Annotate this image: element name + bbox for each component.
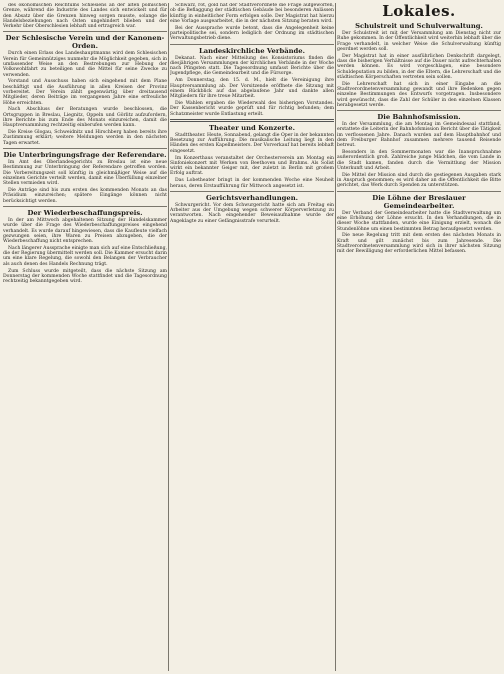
paragraph: Besonders in den Sommermonaten war die Inanspruchnahme außerordentlich groß. Zahlreiche junge Mädchen, die vom Lande in die Stadt kamen, fanden durch die Vermittlung der Mission Unterkunft und Arbeit. [337,150,501,172]
headline-theater: Theater und Konzerte. [209,123,295,132]
headline-referendare: Die Unterbringungsfrage der Referendare. [3,151,167,160]
section-rubric: Lokales. [382,3,456,20]
paragraph: Nach längerer Aussprache einigte man sich auf eine Entschließung, die der Regierung übermittelt werden soll. Die Kammer ersucht darin um eine klare Regelung, die sowohl den Belangen der Verbraucher als auch denen des Handels Rechnung trägt. [3,245,167,267]
section-divider [3,206,167,207]
paragraph: Stadttheater. Heute, Sonnabend, gelangt die Oper in der bekannten Besetzung zur Aufführung. Die musikalische Leitung liegt in den Händen des ersten Kapellmeisters. Der Vorverkauf hat bereits lebhaft eingesetzt. [170,132,334,154]
column-middle [170,3,334,671]
section-divider [337,110,501,111]
section-divider [170,191,334,192]
paragraph: Der Magistrat hat in einer ausführlichen Denkschrift dargelegt, dass die bisherigen Verhältnisse auf die Dauer nicht aufrechterhalten werden können. Es wird vorgeschlagen, eine besondere Schuldeputation zu bilden, in der die Eltern, die Lehrerschaft und die städtischen Körperschaften vertreten sein sollen. [337,53,501,80]
column-rule-right [335,3,336,671]
paragraph: Der Schulstreit ist mit der Versammlung am Dienstag nicht zur Ruhe gekommen. In der Öffentlichkeit wird weiterhin lebhaft über die Frage verhandelt, in welcher Weise die Schulverwaltung künftig geordnet werden soll. [337,31,501,52]
paragraph: Die Kreise Glogau, Schweidnitz und Hirschberg haben bereits ihre Zustimmung erklärt; weitere Meldungen werden in den nächsten Tagen erwartet. [3,130,167,146]
intro-paragraph: des ökonomischen Reichtums Schlesiens an der alten polnischen Grenze, während die Industrie des Landes sich entwickelt und für den Absatz über die Grenzen hinweg sorgen musste, solange die Handelsbeziehungen nach Osten ungehindert blieben und der Verkehr über Oberschlesien lebhaft und ertragreich war. [3,3,167,30]
paragraph: Durch einen Erlass des Landeshauptmanns wird dem Schlesischen Verein für Gemeinnütziges nunmehr die Möglichkeit gegeben, sich in umfassender Weise an den Bestrebungen zur Hebung der Volkswohlfahrt zu beteiligen und die Mittel für seine Zwecke zu verwenden. [3,51,167,78]
paragraph: Die Mittel der Mission sind durch die gestiegenen Ausgaben stark in Anspruch genommen; es wird daher an die Öffentlichkeit die Bitte gerichtet, das Werk durch Spenden zu unterstützen. [337,172,501,189]
headline-bahnhofsmission: Die Bahnhofsmission. [377,113,461,122]
headline-loehne: Die Löhne der Breslauer Gemeindearbeiter. [372,193,466,210]
section-divider [170,44,334,45]
headline-wiederbeschaffung: Der Wiederbeschaffungspreis. [27,208,143,217]
headline-gericht: Gerichtsverhandlungen. [205,193,299,202]
paragraph: Die Wahlen ergaben die Wiederwahl des bisherigen Vorstandes. Der Kassenbericht wurde geprüft und für richtig befunden; dem Schatzmeister wurde Entlastung erteilt. [170,100,334,117]
paragraph: Die Anträge sind bis zum ersten des kommenden Monats an das Präsidium einzureichen; spätere Eingänge können nicht berücksichtigt werden. [3,188,167,204]
headline-kirchlich: Landeskirchliche Verbände. [198,46,305,55]
paragraph: Die neue Regelung tritt mit dem ersten des nächsten Monats in Kraft und gilt zunächst bis zum Jahresende. Die Stadtverordnetenversammlung wird sich in ihrer nächsten Sitzung mit der Bewilligung der erforderlichen Mittel befassen. [337,233,501,255]
column-rule-left [168,3,169,671]
paragraph: Zum Schluss wurde mitgeteilt, dass die nächste Sitzung am Donnerstag der kommenden Woche stattfindet und die Tagesordnung rechtzeitig bekanntgegeben wird. [3,268,167,285]
section-divider [337,191,501,192]
paragraph: Im Konzerthaus veranstaltet der Orchesterverein am Montag ein Sinfoniekonzert mit Werken von Beethoven und Brahms. Als Solist wirkt ein bekannter Geiger mit, der zuletzt in Berlin mit großem Erfolg auftrat. [170,155,334,177]
paragraph: In der Versammlung, die am Montag im Gemeindesaal stattfand, erstattete die Leiterin der Bahnhofsmission Bericht über die Tätigkeit im verflossenen Jahre. Danach wurden auf dem Hauptbahnhof und dem Freiburger Bahnhof zusammen mehrere tausend Reisende betreut. [337,122,501,149]
paragraph: Das Lobetheater bringt in der kommenden Woche eine Neuheit heraus, deren Erstaufführung für Mittwoch angesetzt ist. [170,178,334,189]
column-right [337,3,501,671]
paragraph: In der am Mittwoch abgehaltenen Sitzung der Handelskammer wurde über die Frage des Wiederbeschaffungspreises eingehend verhandelt. Es wurde darauf hingewiesen, dass die Kaufleute vielfach gezwungen seien, ihre Waren zu Preisen abzugeben, die der Wiederbeschaffung nicht entsprechen. [3,217,167,245]
paragraph: Am Donnerstag, den 15. d. M., hielt die Vereinigung ihre Hauptversammlung ab. Der Vorsitzende eröffnete die Sitzung mit einem Rückblick auf das abgelaufene Jahr und dankte allen Mitgliedern für ihre treue Mitarbeit. [170,78,334,100]
paragraph: Im Amt des Oberlandesgerichts zu Breslau ist eine neue Bestimmung zur Unterbringung der Referendare getroffen worden. Die Vorbereitungszeit soll künftig in gleichmäßiger Weise auf die einzelnen Gerichte verteilt werden, damit eine Überfüllung einzelner Stellen vermieden wird. [3,160,167,187]
section-divider [3,148,167,149]
section-divider [170,119,334,122]
paragraph: Schwurgericht. Vor dem Schwurgericht hatte sich am Freitag ein Arbeiter aus der Umgebung wegen schwerer Körperverletzung zu verantworten. Nach eingehender Beweisaufnahme wurde der Angeklagte zu einer Gefängnisstrafe verurteilt. [170,202,334,224]
paragraph: Dekanat. Nach einer Mitteilung des Konsistoriums finden die diesjährigen Versammlungen der kirchlichen Verbände in der Woche nach Pfingsten statt. Die Tagesordnung umfasst Berichte über die Jugendpflege, die Gemeindearbeit und die Fürsorge. [170,55,334,77]
paragraph: Vorstand und Ausschuss haben sich eingehend mit dem Plane beschäftigt und die Ausführung in allen Kreisen der Provinz vorbereitet. Der Verein zählt gegenwärtig über dreitausend Mitglieder, deren Beiträge im vergangenen Jahre eine erfreuliche Höhe erreichten. [3,79,167,106]
column-left [3,3,167,671]
section-divider [3,31,167,32]
paragraph: Der Verband der Gemeindearbeiter hatte die Stadtverwaltung um eine Erhöhung der Löhne ersucht. In den Verhandlungen, die in dieser Woche stattfanden, wurde eine Einigung erzielt, wonach die Stundenlöhne um einen bestimmten Betrag heraufgesetzt werden. [337,210,501,232]
paragraph: Bei der Aussprache wurde betont, dass die Angelegenheit keine parteipolitische sei, sondern lediglich der Ordnung im städtischen Verwaltungsbetrieb diene. [170,25,334,42]
paragraph: Schwarz, rot, gold hat der Stadtverordnete die Frage aufgeworfen, ob die Beflaggung der städtischen Gebäude bei besonderen Anlässen künftig in einheitlicher Form erfolgen solle. Der Magistrat hat hierzu eine Vorlage ausgearbeitet, die in der nächsten Sitzung beraten wird. [170,3,334,24]
paragraph: Die Lehrerschaft hat sich in einer Eingabe an die Stadtverordnetenversammlung gewandt und ihre Bedenken gegen einzelne Bestimmungen des Entwurfs vorgetragen. Insbesondere wird gewünscht, dass die Zahl der Schüler in den einzelnen Klassen herabgesetzt werde. [337,81,501,108]
headline-schulstreit: Schulstreit und Schulverwaltung. [355,22,483,30]
paragraph: Nach Abschluss der Beratungen wurde beschlossen, die Ortsgruppen in Breslau, Liegnitz, Oppeln und Görlitz aufzufordern, ihre Berichte bis zum Ende des Monats einzureichen, damit die Hauptversammlung rechtzeitig einberufen werden kann. [3,107,167,129]
headline-verein: Der Schlesische Verein und der Kanonen-Orden. [5,34,165,51]
